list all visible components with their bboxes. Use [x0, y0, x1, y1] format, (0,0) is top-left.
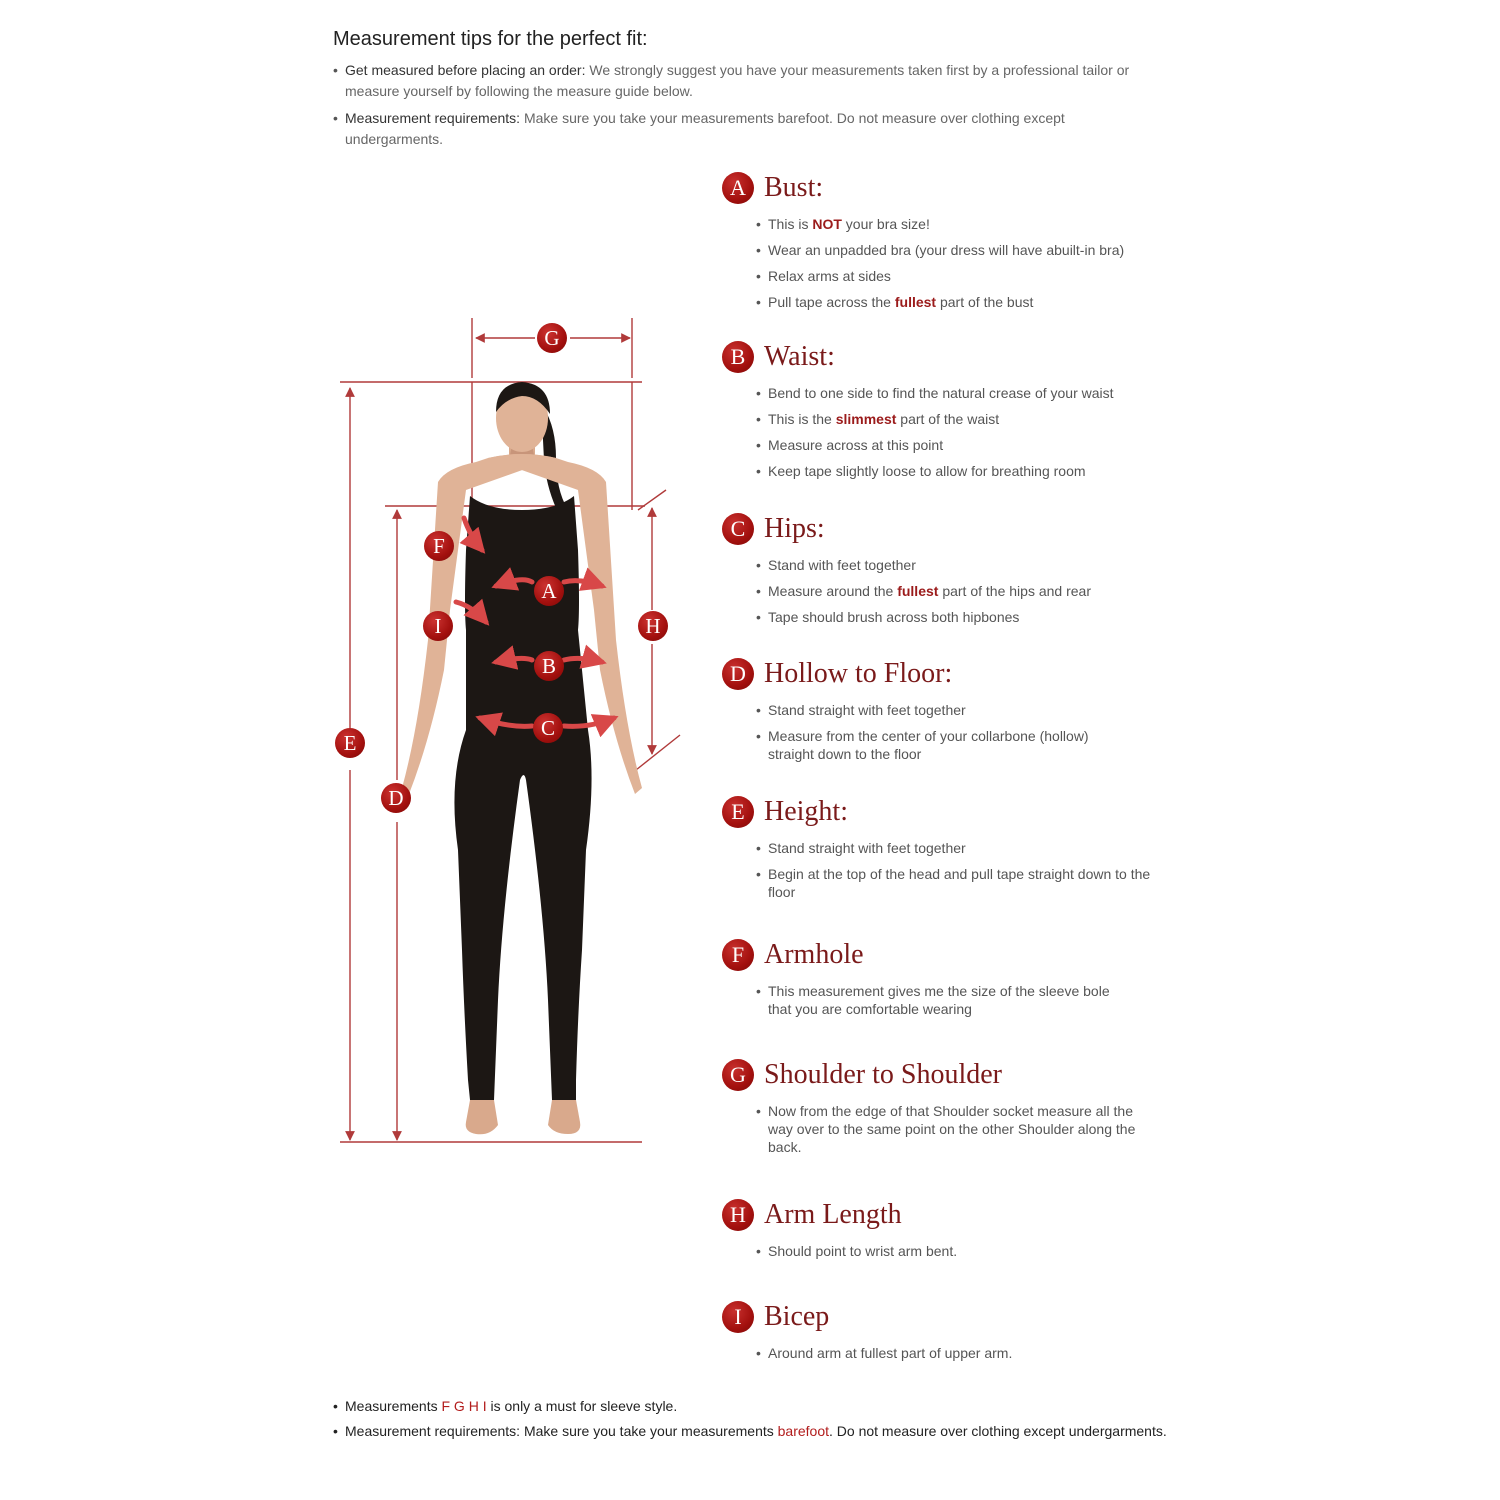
section-title: Hips:: [764, 513, 825, 544]
intro-text-1: We strongly suggest you have your measurements taken first by a professional tailor or measure yourself by following the measure guide below.: [345, 62, 1130, 99]
body-illustration: [330, 310, 690, 1160]
section-height: [722, 795, 1192, 909]
list-item: • Now from the edge of that Shoulder socket measure all the way over to the same point on the other Shoulder along the back.: [756, 1102, 1142, 1156]
section-waist: [722, 340, 1192, 488]
list-item: • Begin at the top of the head and pull tape straight down to the floor: [756, 865, 1152, 901]
list-item: • Stand straight with feet together: [756, 839, 1152, 857]
section-arm-length: [722, 1198, 1192, 1268]
section-title: Arm Length: [764, 1199, 902, 1230]
list-item: • This is NOT your bra size!: [756, 215, 1192, 233]
letter-badge: F: [722, 939, 754, 971]
woman-figure: [402, 382, 642, 1134]
intro-text-2: Make sure you take your measurements barefoot. Do not measure over clothing except undergarments.: [345, 110, 1065, 147]
intro-lead-2: Measurement requirements:: [345, 110, 521, 126]
measurement-figure: [330, 310, 690, 1160]
figure-label-i: I: [423, 611, 453, 641]
section-hollow-to-floor: [722, 657, 1192, 771]
section-title: Bust:: [764, 172, 824, 203]
list-item: • Pull tape across the fullest part of the bust: [756, 293, 1192, 311]
list-item: • Wear an unpadded bra (your dress will have abuilt-in bra): [756, 241, 1192, 259]
figure-label-h: H: [638, 611, 668, 641]
bullet: •: [333, 1398, 338, 1414]
footer-note-2: • Measurement requirements: Make sure you take your measurements barefoot. Do not measure over clothing except undergarments.: [333, 1423, 1167, 1439]
figure-label-g: G: [537, 323, 567, 353]
section-hips: [722, 512, 1192, 634]
list-item: • Measure across at this point: [756, 436, 1192, 454]
letter-badge: C: [722, 513, 754, 545]
letter-badge: H: [722, 1199, 754, 1231]
footer-note-1: • Measurements F G H I is only a must for sleeve style.: [333, 1398, 678, 1414]
list-item: • Stand with feet together: [756, 556, 1192, 574]
letter-badge: B: [722, 341, 754, 373]
list-item: • Bend to one side to find the natural crease of your waist: [756, 384, 1192, 402]
section-title: Shoulder to Shoulder: [764, 1059, 1002, 1090]
figure-label-c: C: [533, 713, 563, 743]
list-item: • Tape should brush across both hipbones: [756, 608, 1192, 626]
section-title: Waist:: [764, 341, 835, 372]
list-item: • Stand straight with feet together: [756, 701, 1122, 719]
section-shoulder-to-shoulder: [722, 1058, 1192, 1164]
figure-label-b: B: [534, 651, 564, 681]
list-item: • This measurement gives me the size of the sleeve bole that you are comfortable wearing: [756, 982, 1132, 1018]
list-item: • Measure from the center of your collarbone (hollow) straight down to the floor: [756, 727, 1122, 763]
section-bust: [722, 171, 1192, 319]
list-item: • Around arm at fullest part of upper arm.: [756, 1344, 1192, 1362]
letter-badge: E: [722, 796, 754, 828]
page-title: Measurement tips for the perfect fit:: [333, 28, 648, 50]
section-title: Height:: [764, 796, 848, 827]
figure-label-e: E: [335, 728, 365, 758]
letter-badge: D: [722, 658, 754, 690]
letter-badge: I: [722, 1301, 754, 1333]
bullet: •: [333, 62, 338, 78]
figure-label-d: D: [381, 783, 411, 813]
list-item: • Measure around the fullest part of the hips and rear: [756, 582, 1192, 600]
figure-label-f: F: [424, 531, 454, 561]
section-title: Armhole: [764, 939, 864, 970]
list-item: • This is the slimmest part of the waist: [756, 410, 1192, 428]
intro-tip-2: [333, 108, 1163, 150]
figure-label-a: A: [534, 576, 564, 606]
section-armhole: [722, 938, 1192, 1026]
letter-badge: G: [722, 1059, 754, 1091]
bullet: •: [333, 110, 338, 126]
bullet: •: [333, 1423, 338, 1439]
list-item: • Should point to wrist arm bent.: [756, 1242, 1192, 1260]
section-title: Hollow to Floor:: [764, 658, 953, 689]
intro-lead-1: Get measured before placing an order:: [345, 62, 586, 78]
section-bicep: [722, 1300, 1192, 1370]
list-item: • Keep tape slightly loose to allow for breathing room: [756, 462, 1192, 480]
section-title: Bicep: [764, 1301, 830, 1332]
list-item: • Relax arms at sides: [756, 267, 1192, 285]
intro-tip-1: [333, 60, 1163, 102]
letter-badge: A: [722, 172, 754, 204]
